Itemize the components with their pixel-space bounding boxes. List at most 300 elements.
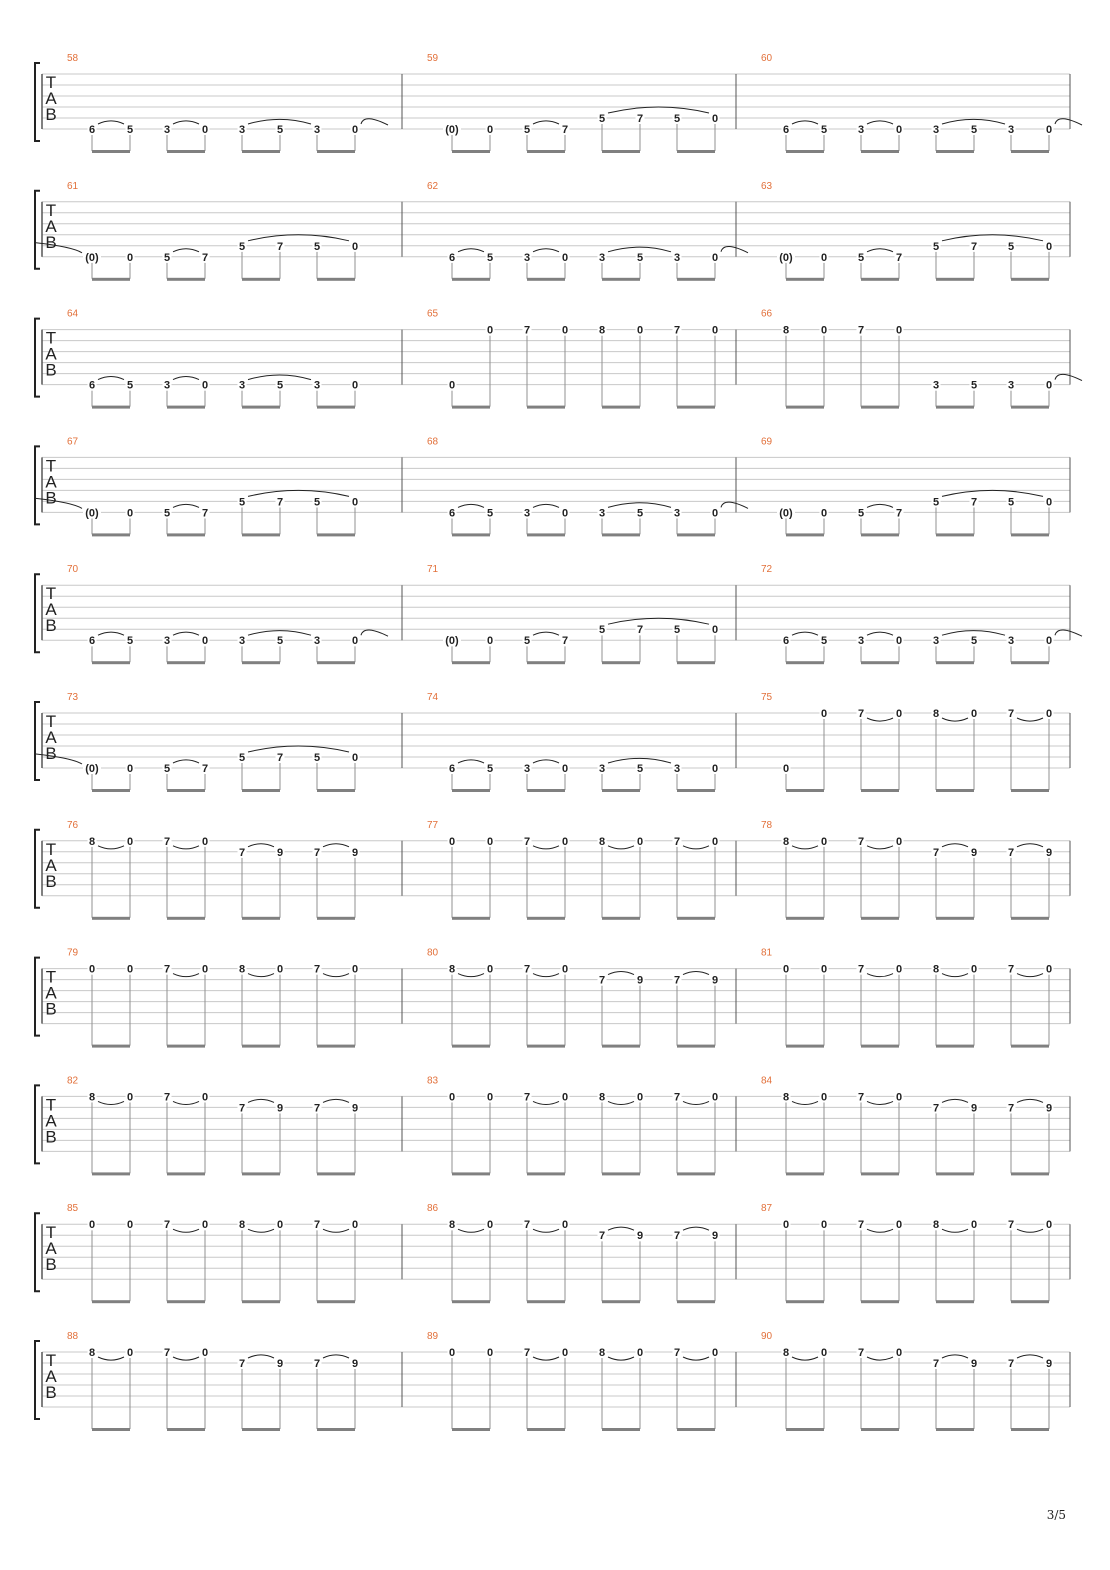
slur-arc [942,718,968,721]
measure-number: 83 [427,1075,439,1087]
note-beam [602,533,640,536]
system-bracket [35,1213,40,1291]
note-beam [317,533,355,536]
fret-number: 8 [448,1219,456,1232]
fret-number: 9 [351,1102,359,1115]
fret-number: 0 [895,124,903,136]
note-beam [786,533,824,536]
note-beam [602,150,640,153]
note-beam [92,1045,130,1048]
slur-arc [173,1229,199,1232]
fret-number: 5 [238,752,246,764]
fret-number: 3 [163,635,171,648]
fret-number: 0 [711,763,719,775]
fret-number: 7 [163,963,171,976]
fret-number: 0 [201,835,209,848]
fret-number: (0) [445,124,459,136]
fret-number: 9 [276,1358,284,1370]
tab-clef-letter: T [45,712,57,731]
slur-arc [323,1229,349,1232]
note-beam [92,150,130,153]
measure-number: 90 [761,1331,773,1342]
fret-number: 5 [636,251,644,264]
tab-clef-letter: T [45,200,57,220]
fret-number: 3 [857,124,865,136]
fret-number: 7 [523,1091,531,1104]
fret-number: 3 [238,124,246,136]
fret-number: 8 [88,1347,96,1359]
fret-number: 5 [276,124,284,136]
tab-clef-letter: B [45,360,57,380]
note-beam [677,661,715,664]
note-beam [452,150,490,153]
fret-number: 0 [486,635,494,648]
note-beam [1011,1045,1049,1048]
fret-number: 8 [782,1347,790,1359]
fret-number: 0 [782,963,790,976]
slur-arc [683,1101,709,1104]
measure-number: 87 [761,1203,773,1215]
fret-number: 5 [126,379,134,392]
note-beam [936,789,974,792]
fret-number: 8 [238,963,246,976]
fret-number: 7 [1007,708,1015,720]
note-beam [786,1045,824,1048]
fret-number: 3 [598,507,606,520]
fret-number: 0 [88,1219,96,1232]
fret-number: 7 [276,752,284,764]
note-beam [936,150,974,153]
fret-number: 0 [820,324,828,337]
fret-number: 0 [820,1091,828,1104]
fret-number: 0 [970,708,978,720]
slur-arc [98,1357,124,1360]
fret-number: 0 [126,1091,134,1104]
fret-number: 7 [970,240,978,253]
fret-number: 7 [598,974,606,987]
note-beam [602,1045,640,1048]
slur-arc [173,249,199,252]
fret-number: 5 [673,624,681,637]
fret-number: 5 [313,240,321,253]
tie-in-arc [36,754,82,764]
note-beam [1011,278,1049,281]
slur-arc [792,1357,818,1360]
fret-number: 7 [523,963,531,976]
note-beam [1011,917,1049,920]
fret-number: 0 [276,963,284,976]
measure-number: 69 [761,436,773,448]
note-beam [1011,150,1049,153]
slur-arc [683,1357,709,1360]
fret-number: 0 [711,113,719,125]
measure-number: 73 [67,692,79,703]
fret-number: 5 [163,251,171,264]
measure-number: 75 [761,692,773,703]
note-beam [527,533,565,536]
note-beam [786,789,824,792]
note-beam [527,661,565,664]
fret-number: 0 [895,1347,903,1359]
slur-arc [173,504,199,507]
note-beam [167,278,205,281]
note-beam [602,661,640,664]
measure-number: 84 [761,1075,773,1087]
fret-number: 0 [970,963,978,976]
fret-number: 0 [351,1219,359,1232]
fret-number: 7 [523,1347,531,1359]
fret-number: 0 [351,752,359,764]
fret-number: 0 [561,1219,569,1232]
fret-number: 8 [782,1091,790,1104]
fret-number: 0 [561,963,569,976]
fret-number: 0 [711,251,719,264]
note-beam [317,150,355,153]
fret-number: 7 [276,240,284,253]
fret-number: 0 [820,507,828,520]
fret-number: 5 [126,635,134,648]
fret-number: 9 [276,1102,284,1115]
slur-arc [683,1227,709,1230]
fret-number: 5 [486,251,494,264]
note-beam [167,917,205,920]
slur-arc [248,1099,274,1102]
tab-clef-letter: T [45,73,57,92]
fret-number: 6 [88,124,96,136]
note-beam [677,917,715,920]
fret-number: 0 [351,635,359,648]
fret-number: 5 [163,507,171,520]
fret-number: (0) [779,507,793,520]
tab-clef-letter: B [45,999,57,1019]
measure-number: 80 [427,947,439,959]
fret-number: 7 [201,507,209,520]
slur-arc [867,632,893,635]
fret-number: 0 [820,963,828,976]
slur-arc [173,121,199,124]
note-beam [936,917,974,920]
tab-clef-letter: A [45,728,57,747]
note-beam [92,1300,130,1303]
slur-arc [1017,1099,1043,1102]
note-beam [317,278,355,281]
system-bracket [35,574,40,652]
fret-number: 7 [561,124,569,136]
note-beam [242,406,280,409]
measure-number: 86 [427,1203,439,1215]
fret-number: 0 [126,963,134,976]
fret-number: 0 [782,763,790,775]
note-beam [317,661,355,664]
fret-number: 7 [238,846,246,859]
slur-arc [1017,1355,1043,1358]
note-beam [677,278,715,281]
fret-number: 7 [276,496,284,509]
fret-number: 7 [857,963,865,976]
slur-arc [942,1099,968,1102]
slur-arc [1017,1229,1043,1232]
slur-arc [173,846,199,849]
note-beam [167,661,205,664]
system-bracket [35,830,40,908]
measure-number: 76 [67,819,79,831]
tab-clef-letter: B [45,488,57,508]
fret-number: 7 [857,835,865,848]
fret-number: 5 [523,124,531,136]
note-beam [242,533,280,536]
fret-number: 7 [163,1219,171,1232]
slur-arc [942,1355,968,1358]
note-beam [92,789,130,792]
fret-number: 0 [636,1347,644,1359]
measure-number: 62 [427,180,439,192]
note-beam [936,1300,974,1303]
note-beam [677,1428,715,1431]
note-beam [602,1428,640,1431]
fret-number: 0 [636,1091,644,1104]
fret-number: 6 [448,251,456,264]
fret-number: 9 [1045,1102,1053,1115]
fret-number: 8 [448,963,456,976]
note-beam [602,1172,640,1175]
measure-number: 88 [67,1331,79,1342]
fret-number: 5 [276,635,284,648]
slur-arc [942,490,1043,496]
measure-number: 74 [427,692,439,703]
tab-clef-letter: T [45,967,57,987]
fret-number: 0 [1045,240,1053,253]
note-beam [92,278,130,281]
slur-arc [792,121,818,124]
fret-number: 3 [673,251,681,264]
tie-out-arc [361,630,388,636]
fret-number: 0 [1045,635,1053,648]
fret-number: 3 [238,635,246,648]
fret-number: 5 [636,507,644,520]
slur-arc [458,504,484,507]
fret-number: 5 [1007,496,1015,509]
fret-number: 0 [711,1091,719,1104]
slur-arc [173,760,199,763]
fret-number: 5 [486,763,494,775]
measure-number: 67 [67,436,79,448]
note-beam [936,278,974,281]
fret-number: 0 [486,1219,494,1232]
note-beam [92,661,130,664]
fret-number: 9 [711,1230,719,1243]
note-beam [452,278,490,281]
note-beam [861,789,899,792]
note-beam [936,533,974,536]
fret-number: 8 [782,324,790,337]
fret-number: 7 [857,324,865,337]
fret-number: 3 [932,379,940,392]
note-beam [1011,789,1049,792]
fret-number: 5 [313,752,321,764]
fret-number: 3 [313,635,321,648]
fret-number: 0 [448,1091,456,1104]
tab-clef-letter: T [45,1223,57,1243]
tab-clef-letter: A [45,216,57,236]
slur-arc [942,844,968,847]
slur-arc [323,844,349,847]
fret-number: 9 [970,1102,978,1115]
tab-clef-letter: A [45,1239,57,1259]
fret-number: 5 [523,635,531,648]
fret-number: 0 [895,635,903,648]
slur-arc [608,1227,634,1230]
fret-number: 8 [598,1091,606,1104]
slur-arc [533,249,559,252]
fret-number: 5 [313,496,321,509]
note-beam [602,1300,640,1303]
fret-number: 0 [201,124,209,136]
slur-arc [792,846,818,849]
fret-number: 0 [711,835,719,848]
fret-number: 7 [673,324,681,337]
slur-arc [608,107,709,113]
note-beam [861,150,899,153]
note-beam [677,1300,715,1303]
fret-number: 5 [636,763,644,775]
note-beam [317,917,355,920]
note-beam [527,150,565,153]
fret-number: 7 [238,1102,246,1115]
note-beam [167,406,205,409]
fret-number: 8 [238,1219,246,1232]
note-beam [92,533,130,536]
slur-arc [867,1229,893,1232]
fret-number: 7 [895,507,903,520]
slur-arc [323,1355,349,1358]
tab-clef-letter: B [45,232,57,252]
note-beam [242,789,280,792]
note-beam [167,789,205,792]
fret-number: 8 [598,324,606,337]
note-beam [602,789,640,792]
note-beam [861,278,899,281]
slur-arc [248,844,274,847]
fret-number: 3 [598,251,606,264]
fret-number: 3 [857,635,865,648]
note-beam [452,789,490,792]
slur-arc [98,1101,124,1104]
fret-number: 0 [448,835,456,848]
slur-arc [173,377,199,380]
fret-number: 7 [857,1347,865,1359]
slur-arc [173,1101,199,1104]
note-beam [677,150,715,153]
fret-number: 0 [351,240,359,253]
page-number: 3/5 [1046,1508,1066,1522]
note-beam [92,1172,130,1175]
fret-number: 6 [88,379,96,392]
tie-out-arc [721,247,748,253]
slur-arc [867,121,893,124]
tab-clef-letter: A [45,1111,57,1131]
fret-number: 7 [673,1091,681,1104]
fret-number: 5 [238,496,246,509]
fret-number: 0 [711,507,719,520]
fret-number: 3 [238,379,246,392]
fret-number: 7 [932,1102,940,1115]
slur-arc [533,632,559,635]
fret-number: 0 [126,835,134,848]
slur-arc [608,1101,634,1104]
slur-arc [608,846,634,849]
note-beam [317,406,355,409]
tie-out-arc [1055,374,1082,380]
fret-number: 7 [857,708,865,720]
note-beam [1011,1300,1049,1303]
fret-number: 0 [895,1219,903,1232]
note-beam [1011,1172,1049,1175]
fret-number: 0 [126,507,134,520]
fret-number: 3 [932,635,940,648]
fret-number: 7 [970,496,978,509]
fret-number: 9 [1045,1358,1053,1370]
slur-arc [942,1229,968,1232]
fret-number: 0 [970,1219,978,1232]
note-beam [861,1428,899,1431]
measure-number: 79 [67,947,79,959]
slur-arc [1017,844,1043,847]
fret-number: 3 [313,124,321,136]
fret-number: 0 [1045,708,1053,720]
fret-number: 5 [276,379,284,392]
slur-arc [248,235,349,241]
fret-number: 7 [523,1219,531,1232]
note-beam [861,533,899,536]
slur-arc [608,1357,634,1360]
note-beam [861,661,899,664]
fret-number: 9 [351,846,359,859]
fret-number: 7 [201,763,209,775]
tab-clef-letter: T [45,328,57,348]
fret-number: 0 [201,963,209,976]
fret-number: 0 [201,379,209,392]
note-beam [452,1428,490,1431]
fret-number: 7 [523,835,531,848]
fret-number: 7 [932,846,940,859]
fret-number: 6 [448,763,456,775]
note-beam [936,406,974,409]
note-beam [786,1300,824,1303]
measure-number: 71 [427,564,439,576]
slur-arc [248,1229,274,1232]
system-bracket [35,319,40,397]
fret-number: 5 [970,635,978,648]
note-beam [1011,533,1049,536]
fret-number: 7 [313,1219,321,1232]
slur-arc [683,846,709,849]
note-beam [861,1300,899,1303]
fret-number: 0 [820,1347,828,1359]
fret-number: 0 [486,1347,494,1359]
fret-number: 0 [126,1219,134,1232]
slur-arc [173,1357,199,1360]
fret-number: 5 [932,496,940,509]
note-beam [677,1172,715,1175]
slur-arc [323,1099,349,1102]
slur-arc [98,632,124,635]
fret-number: 8 [88,1091,96,1104]
note-beam [786,278,824,281]
fret-number: 0 [126,251,134,264]
measure-number: 59 [427,53,439,64]
fret-number: 0 [561,763,569,775]
fret-number: 7 [673,1230,681,1243]
